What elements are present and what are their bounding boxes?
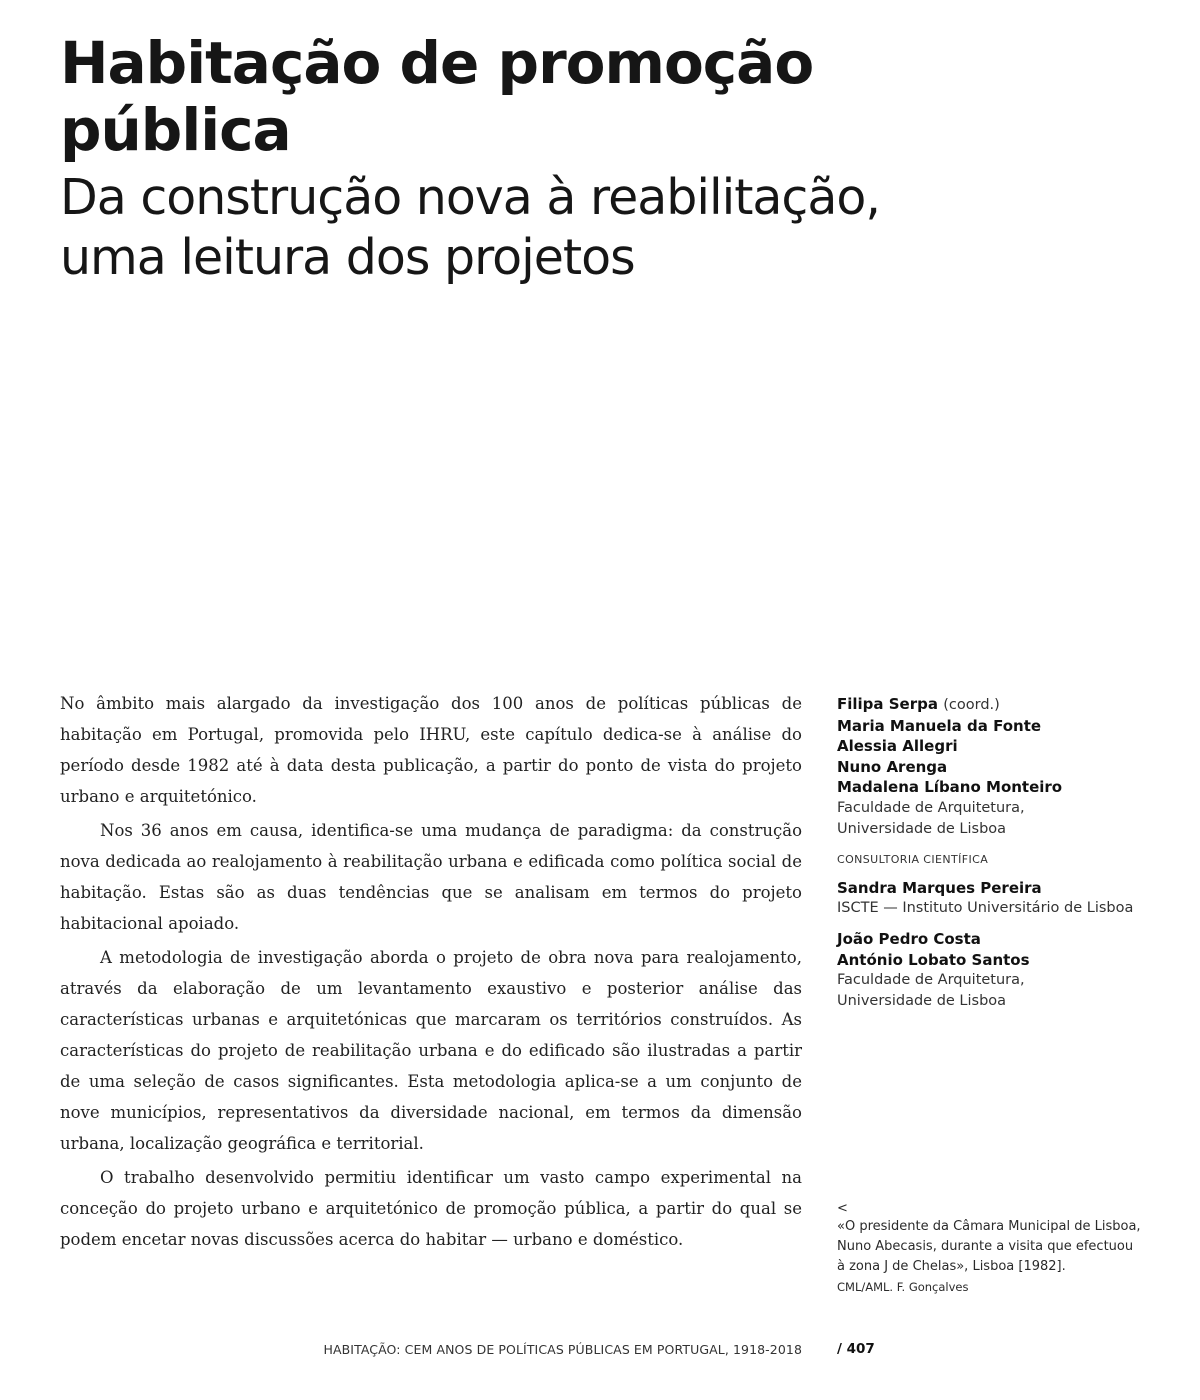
caption-line: Nuno Abecasis, durante a visita que efectuou xyxy=(837,1239,1134,1254)
consultant-affiliation: ISCTE — Instituto Universitário de Lisboa xyxy=(837,900,1134,916)
author-name: Maria Manuela da Fonte xyxy=(837,716,1042,735)
abstract-paragraph: Nos 36 anos em causa, identifica-se uma mudança de paradigma: da construção nova dedicada ao realojamento à reabilitação urbana e edificada como política social de habitação. Estas são as duas tendências que se analisam em termos do projeto habitacional apoiado. xyxy=(60,821,802,933)
affiliation-line: Universidade de Lisboa xyxy=(837,820,1007,837)
abstract-paragraph: O trabalho desenvolvido permitiu identificar um vasto campo experimental na conceção do projeto urbano e arquitetónico de promoção pública, a partir do qual se podem encetar novas discussões acerca do habitar — urbano e doméstico. xyxy=(60,1168,802,1249)
chapter-title-line-2: pública xyxy=(60,96,291,164)
author-name xyxy=(837,694,1177,716)
affiliation-line: Faculdade de Arquitetura, xyxy=(837,799,1025,816)
title-block xyxy=(60,30,1060,288)
caption-line: à zona J de Chelas», Lisboa [1982]. xyxy=(837,1259,1066,1274)
consultant-name: Sandra Marques Pereira xyxy=(837,878,1042,897)
author-name-text: Filipa Serpa xyxy=(837,695,938,713)
chapter-subtitle-line-1: Da construção nova à reabilitação, xyxy=(60,169,880,226)
affiliation-line: Faculdade de Arquitetura, xyxy=(837,972,1025,988)
abstract-body xyxy=(60,688,802,1258)
author-name: Madalena Líbano Monteiro xyxy=(837,778,1063,796)
image-caption xyxy=(837,1200,1167,1296)
affiliation-line: Universidade de Lisboa xyxy=(837,993,1007,1009)
consultancy-label: CONSULTORIA CIENTÍFICA xyxy=(837,852,989,866)
author-name: Alessia Allegri xyxy=(837,737,958,755)
coord-note: (coord.) xyxy=(943,697,1000,713)
chapter-title-line-1: Habitação de promoção xyxy=(60,29,814,97)
caption-text xyxy=(837,1217,1167,1277)
page-number: / 407 xyxy=(837,1341,875,1357)
consultant-affiliation xyxy=(837,970,1177,1012)
chapter-title xyxy=(60,30,1060,164)
abstract-paragraph: A metodologia de investigação aborda o projeto de obra nova para realojamento, através da elaboração de um levantamento exaustivo e posterior análise das características urbanas e arquitetónicas que marcaram os territórios construídos. As características do projeto de reabilitação urbana e do edificado são ilustradas a partir de uma seleção de casos significantes. Esta metodologia aplica-se a um conjunto de nove municípios, representativos da diversidade nacional, em termos da dimensão urbana, localização geográfica e territorial. xyxy=(60,948,802,1153)
running-title: HABITAÇÃO: CEM ANOS DE POLÍTICAS PÚBLICAS EM PORTUGAL, 1918-2018 xyxy=(323,1342,802,1357)
authors-sidebar xyxy=(837,694,1177,1012)
consultant-name: João Pedro Costa xyxy=(837,930,981,948)
chapter-subtitle-line-2: uma leitura dos projetos xyxy=(60,229,635,286)
chapter-subtitle xyxy=(60,168,1060,288)
photo-credit: CML/AML. F. Gonçalves xyxy=(837,1280,969,1294)
caption-marker: < xyxy=(837,1201,848,1216)
author-affiliation xyxy=(837,798,1177,840)
abstract-paragraph: No âmbito mais alargado da investigação dos 100 anos de políticas públicas de habitação em Portugal, promovida pelo IHRU, este capítulo dedica-se à análise do período desde 1982 até à data desta publicação, a partir do ponto de vista do projeto urbano e arquitetónico. xyxy=(60,694,802,806)
caption-line: «O presidente da Câmara Municipal de Lisboa, xyxy=(837,1219,1141,1234)
consultant-name: António Lobato Santos xyxy=(837,950,1030,969)
author-name: Nuno Arenga xyxy=(837,757,948,776)
